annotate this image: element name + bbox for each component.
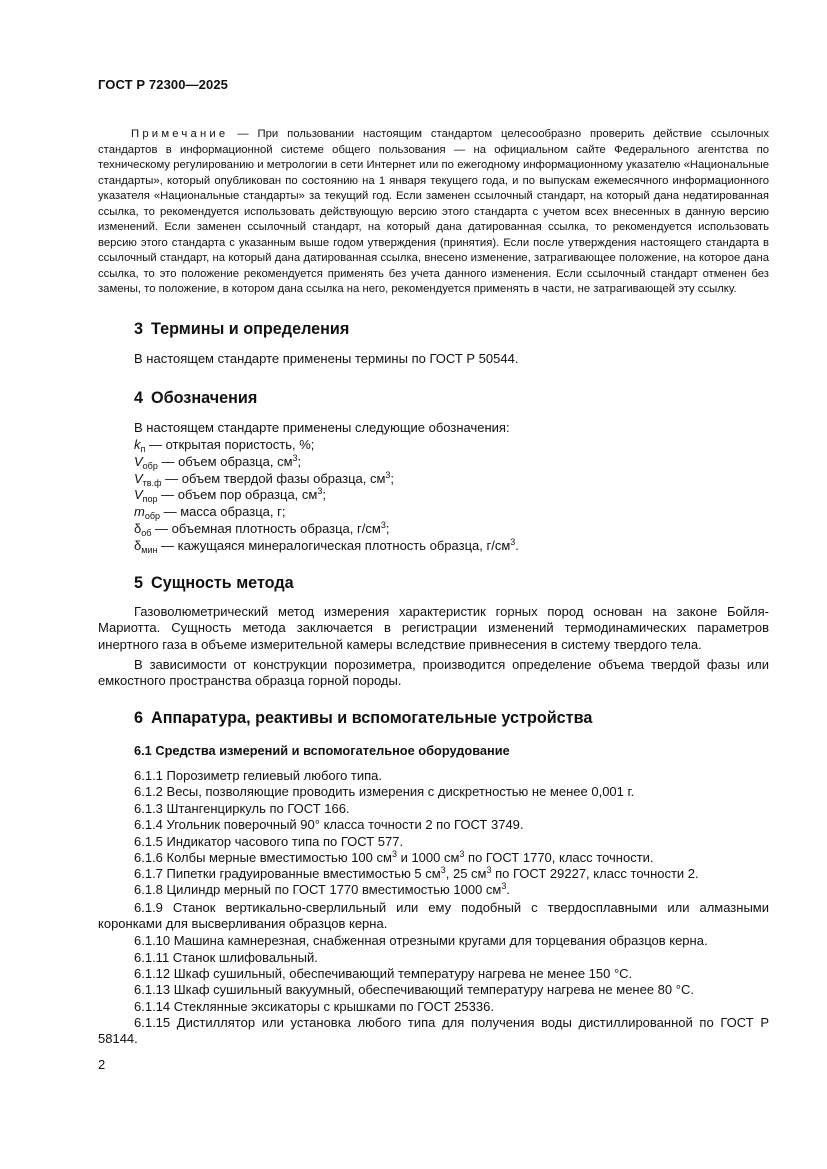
reference-note (98, 127, 769, 298)
item-6-1-10: 6.1.10 Машина камнерезная, снабженная отрезными кругами для торцевания образцов керна. (134, 933, 708, 948)
symbol-item (134, 504, 286, 522)
item-6-1-3: 6.1.3 Штангенциркуль по ГОСТ 166. (134, 801, 350, 816)
section-3-text: В настоящем стандарте применены термины по ГОСТ Р 50544. (134, 351, 519, 366)
symbol-subscript: обр (144, 511, 161, 522)
symbol-item: $\delta_{об}$ — объемная плотность образца, $г/см^3$; (134, 520, 390, 538)
symbol-item: $V_{обр}$ — объем образца, $см^3$; (134, 452, 302, 471)
item-6-1-15: 6.1.15 Дистиллятор или установка любого типа для получения воды дистиллированной по ГОСТ Р 58144. (98, 1015, 769, 1047)
symbol: δ (134, 521, 142, 536)
section-4-intro: В настоящем стандарте применены следующие обозначения: (134, 420, 510, 435)
unit-superscript: 3 (385, 469, 391, 480)
symbol: m (134, 504, 145, 520)
symbol-subscript: мин (141, 544, 158, 555)
unit-superscript: 3 (292, 452, 298, 463)
item-6-1-7: 6.1.7 Пипетки градуированные вместимостью 5 $см^3$, 25 $см^3$ по ГОСТ 29227, класс точности 2. (134, 865, 699, 881)
symbol-subscript: п (140, 444, 146, 454)
symbol-definition: — объем пор образца, см (157, 487, 318, 503)
unit-superscript: 3 (380, 520, 386, 530)
symbol: V (134, 453, 143, 469)
symbol-definition: — объем твердой фазы образца, см (161, 470, 386, 486)
subsection-6-1-heading: 6.1 Средства измерений и вспомогательное оборудование (134, 743, 510, 758)
item-6-1-4: 6.1.4 Угольник поверочный 90° класса точности 2 по ГОСТ 3749. (134, 817, 524, 832)
symbol-definition: — открытая пористость, %; (145, 437, 315, 452)
section-6-heading: 6 Аппаратура, реактивы и вспомогательные устройства (134, 709, 593, 727)
item-6-1-11: 6.1.11 Станок шлифовальный. (134, 950, 318, 965)
symbol-subscript: об (141, 528, 152, 538)
section-5-paragraph-1: Газоволюметрический метод измерения характеристик горных пород основан на законе Бойля-Мариотта. Сущность метода заключается в регистрации изменений термодинамических параметров инертного газа в объеме измерительной камеры вследствие привнесения в систему твердого тела. (98, 604, 769, 652)
section-4-heading: 4 Обозначения (134, 389, 258, 407)
doc-header: ГОСТ Р 72300—2025 (98, 77, 228, 92)
symbol-definition: — объем образца, см (157, 453, 293, 469)
symbol: δ (134, 537, 142, 553)
symbol-definition: — кажущаяся минералогическая плотность образца, г/см (157, 537, 511, 553)
item-6-1-14: 6.1.14 Стеклянные эксикаторы с крышками по ГОСТ 25336. (134, 999, 494, 1014)
item-6-1-6: 6.1.6 Колбы мерные вместимостью 100 $см^3$ и 1000 $см^3$ по ГОСТ 1770, класс точности. (134, 849, 654, 865)
item-6-1-5: 6.1.5 Индикатор часового типа по ГОСТ 577. (134, 834, 404, 849)
item-6-1-9: 6.1.9 Станок вертикально-сверлильный или ему подобный с твердосплавными или алмазными коронками для высверливания образцов керна. (98, 900, 769, 932)
symbol: V (134, 487, 143, 503)
symbol-item (134, 437, 314, 452)
item-6-1-2: 6.1.2 Весы, позволяющие проводить измерения с дискретностью не менее 0,001 г. (134, 784, 635, 799)
symbol: V (134, 470, 143, 486)
unit-superscript: 3 (510, 536, 516, 547)
symbol-item: $V_{тв.ф}$ — объем твердой фазы образца, $см^3$; (134, 469, 395, 488)
unit-superscript: 3 (317, 486, 323, 497)
symbol-subscript: обр (142, 460, 158, 471)
symbol-subscript: пор (142, 494, 158, 505)
item-6-1-13: 6.1.13 Шкаф сушильный вакуумный, обеспечивающий температуру нагрева не менее 80 °С. (134, 982, 694, 997)
symbol-definition: — масса образца, г; (160, 504, 286, 520)
note-label: Примечание (131, 128, 229, 140)
note-text: — При пользовании настоящим стандартом целесообразно проверить действие ссылочных стандартов в информационной системе общего пользования — на официальном сайте Федерального агентства по техническому регулированию и метрологии в сети Интернет или по ежегодному информационному указателю «Национальные стандарты», который опубликован по состоянию на 1 января текущего года, и по выпускам ежемесячного информационного указателя «Национальные стандарты» за текущий год. Если заменен ссылочный стандарт, на который дана недатированная ссылка, то рекомендуется использовать действующую версию этого стандарта с учетом всех внесенных в данную версию изменений. Если заменен ссылочный стандарт, на который дана датированная ссылка, то рекомендуется использовать версию этого стандарта с указанным выше годом утверждения (принятия). Если после утверждения настоящего стандарта в ссылочный стандарт, на который дана датированная ссылка, внесено изменение, затрагивающее положение, на которое дана ссылка, то это положение рекомендуется применять без учета данного изменения. Если ссылочный стандарт отменен без замены, то положение, в котором дана ссылка на него, рекомендуется применять в части, не затрагивающей эту ссылку. (98, 128, 769, 296)
section-5-paragraph-2: В зависимости от конструкции порозиметра, производится определение объема твердой фазы или емкостного пространства образца горной породы. (98, 657, 769, 689)
section-3-heading: 3 Термины и определения (134, 320, 350, 338)
symbol-definition: — объемная плотность образца, г/см (151, 521, 381, 536)
section-5-heading: 5 Сущность метода (134, 574, 294, 592)
item-6-1-8: 6.1.8 Цилиндр мерный по ГОСТ 1770 вместимостью 1000 $см^3$. (134, 881, 511, 897)
symbol: k (134, 437, 141, 452)
page-number: 2 (98, 1057, 106, 1072)
symbol-item: $\delta_{мин}$ — кажущаяся минералогическая плотность образца, $г/см^3$. (134, 536, 519, 555)
symbol-item: $V_{пор}$ — объем пор образца, $см^3$; (134, 486, 326, 505)
item-6-1-12: 6.1.12 Шкаф сушильный, обеспечивающий температуру нагрева не менее 150 °С. (134, 966, 633, 981)
symbol-subscript: тв.ф (142, 477, 162, 488)
item-6-1-1: 6.1.1 Порозиметр гелиевый любого типа. (134, 768, 383, 783)
